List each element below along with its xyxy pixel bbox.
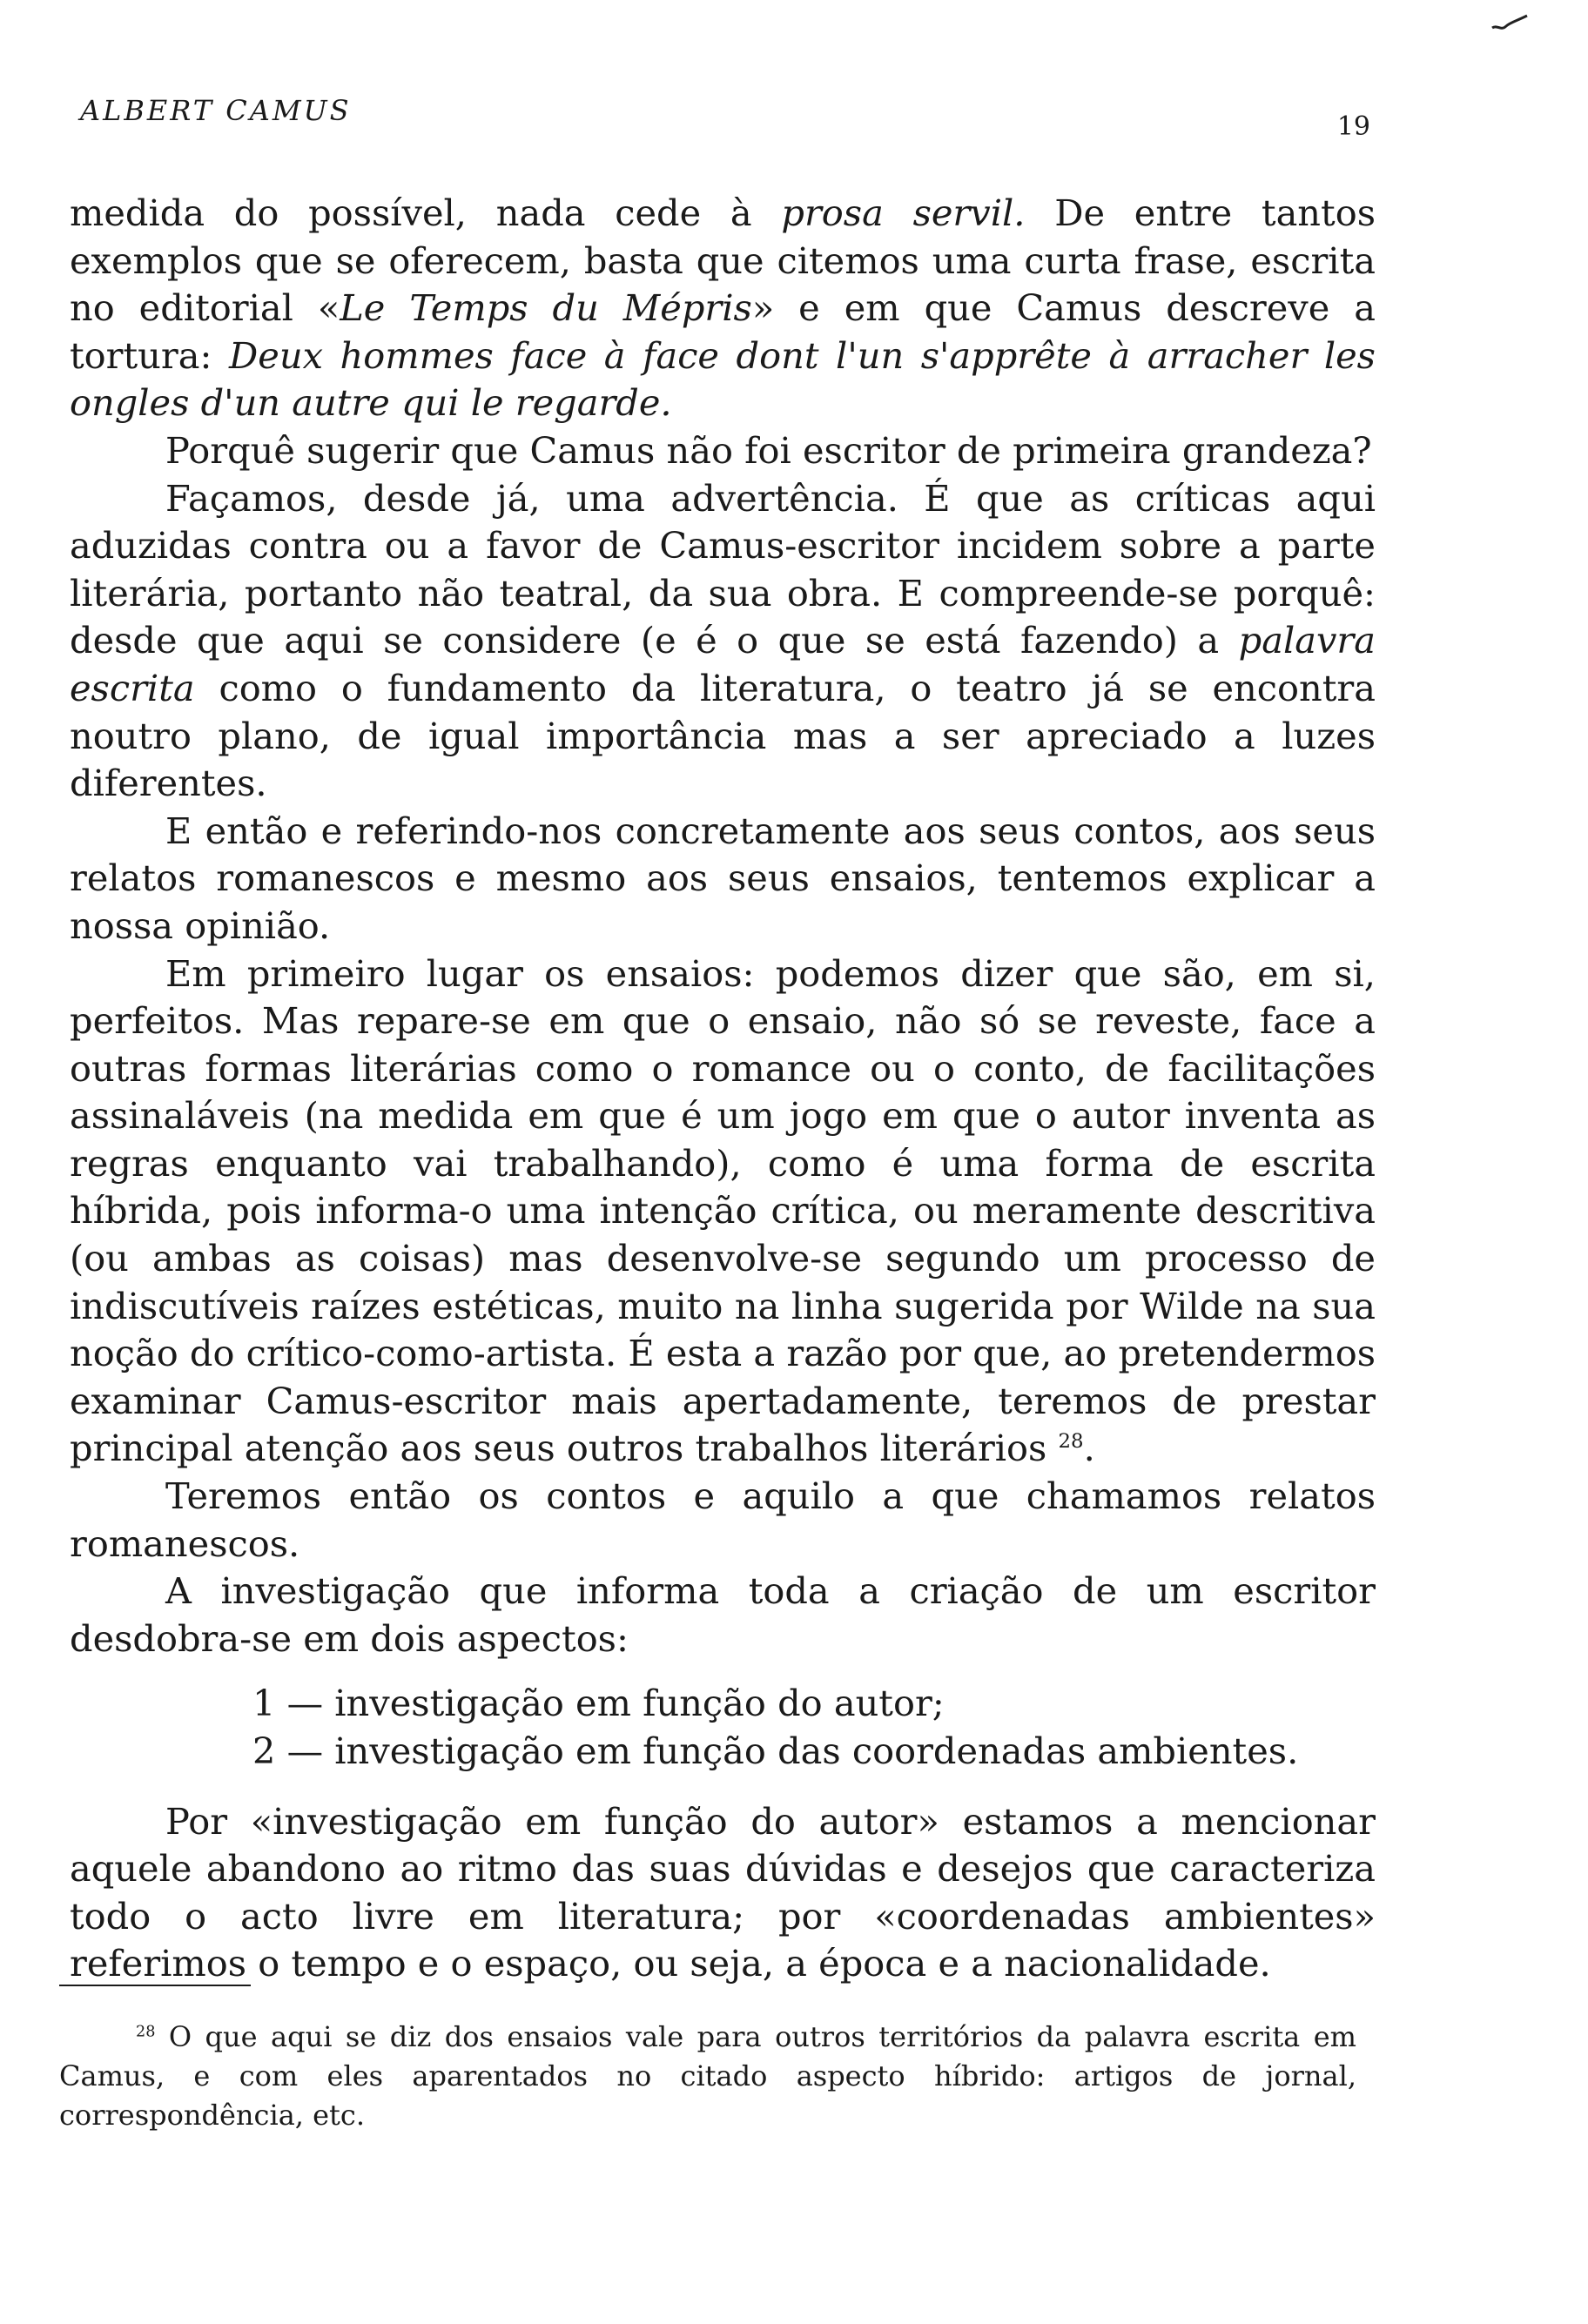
italic-text: Deux hommes face à face dont l'un s'apprête à arracher les ongles d'un autre qui le regarde. [70,333,1376,425]
text-run: E então e referindo-nos concretamente aos seus contos, aos seus relatos romanescos e mesmo aos seus ensaios, tentemos explicar a nossa opinião. [70,809,1376,947]
paragraph [70,190,1376,427]
list-item: 1 — investigação em função do autor; [252,1682,945,1725]
list-item: 2 — investigação em função das coordenadas ambientes. [252,1730,1299,1772]
text-run: medida do possível, nada cede à [70,191,782,234]
pencil-mark [1490,12,1529,33]
paragraph [70,427,1376,475]
text-run: A investigação que informa toda a criação de um escritor desdobra-se em dois aspectos: [70,1569,1376,1660]
text-run: . [1083,1427,1095,1470]
text-run: Teremos então os contos e aquilo a que chamamos relatos romanescos. [70,1474,1376,1565]
italic-text: palavra escrita [70,619,1376,709]
paragraph [70,1568,1376,1662]
footnote-text: O que aqui se diz dos ensaios vale para outros territórios da palavra escrita em Camus, e com eles aparentados no citado aspecto híbrido: artigos de jornal, correspondência, etc. [59,2020,1356,2132]
footnote-28 [59,2018,1356,2135]
italic-text: Le Temps du Mépris [340,286,752,330]
body-text [70,190,1376,1988]
footnote-ref: 28 [1058,1430,1084,1454]
text-run: Façamos, desde já, uma advertência. É que as críticas aqui aduzidas contra ou a favor de Camus-escritor incidem sobre a parte literária, portanto não teatral, da sua obra. E compreende-se porquê: desde que aqui se considere (e é o que se está fazendo) a [70,476,1376,662]
text-run: Porquê sugerir que Camus não foi escritor de primeira grandeza? [165,428,1372,472]
closing-paragraph [70,1798,1376,1988]
page-number: 19 [1336,111,1370,142]
paragraph [70,950,1376,1474]
text-run: como o fundamento da literatura, o teatro já se encontra noutro plano, de igual importância mas a ser apreciado a luzes diferentes. [70,666,1376,805]
text-run: Em primeiro lugar os ensaios: podemos dizer que são, em si, perfeitos. Mas repare-se em que o ensaio, não só se reveste, face a outras formas literárias como o romance ou o conto, de facilitações assinaláveis (na medida em que é um jogo em que o autor inventa as regras enquanto vai trabalhando), como é uma forma de escrita híbrida, pois informa-o uma intenção crítica, ou meramente descritiva (ou ambas as coisas) mas desenvolve-se segundo um processo de indiscutíveis raízes estéticas, muito na linha sugerida por Wilde na sua noção do crítico-como-artista. É esta a razão por que, ao pretendermos examinar Camus-escritor mais apertadamente, teremos de prestar principal atenção aos seus outros trabalhos literários [70,951,1376,1470]
paragraph [70,475,1376,808]
text-run: » e em que Camus descreve a tortura: [70,286,1376,377]
footnote-number: 28 [136,2023,156,2041]
footnote-divider [59,1985,251,1986]
footnotes [59,2018,1356,2135]
running-head: ALBERT CAMUS [80,94,352,127]
paragraph [70,1473,1376,1568]
aspects-list [70,1680,1376,1775]
paragraph [70,808,1376,950]
text-run: De entre tantos exemplos que se oferecem, basta que citemos uma curta frase, escrita no editorial « [70,191,1376,330]
italic-text: prosa servil. [781,191,1026,234]
text-run: Por «investigação em função do autor» estamos a mencionar aquele abandono ao ritmo das suas dúvidas e desejos que caracteriza todo o acto livre em literatura; por «coordenadas ambientes» referimos o tempo e o espaço, ou seja, a época e a nacionalidade. [70,1799,1376,1985]
